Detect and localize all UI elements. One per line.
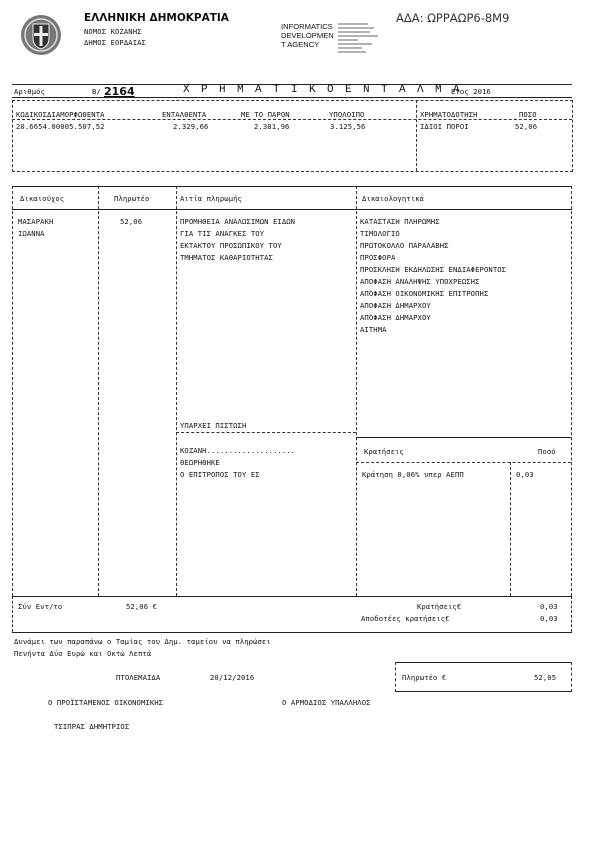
agency-logo-text bbox=[281, 22, 334, 49]
number-label: Αριθμός bbox=[14, 87, 45, 96]
beneficiary-firstname: ΙΩΑΝΝΑ bbox=[18, 229, 45, 238]
payment-header-amount: Πληρωτέο bbox=[114, 194, 150, 203]
logo-line-2: DEVELOPMEN bbox=[281, 31, 334, 40]
deductions-amount-header: Ποσό bbox=[538, 447, 556, 456]
logo-line-1: INFORMATICS bbox=[281, 22, 333, 31]
payable-label: Πληρωτέο € bbox=[402, 673, 447, 682]
budget-header-sep bbox=[12, 119, 572, 120]
signatory-name: ΤΣΙΠΡΑΣ ΔΗΜΗΤΡΙΟΣ bbox=[54, 722, 130, 731]
issue-place: ΠΤΟΛΕΜΑΙΔΑ bbox=[116, 673, 161, 682]
deductions-header-sep bbox=[356, 462, 571, 463]
payment-header-beneficiary: Δικαιούχος bbox=[20, 194, 65, 203]
officer-label: Ο ΑΡΜΟΔΙΟΣ ΥΠΑΛΛΗΛΟΣ bbox=[282, 698, 371, 707]
budget-header-code: ΚΩΔΙΚΟΣΔΙΑΜΟΡΦΩΘΕΝΤΑ bbox=[16, 110, 105, 119]
payment-table-top bbox=[12, 186, 572, 187]
payment-col-sep-3 bbox=[356, 186, 357, 596]
payment-order-text: Δυνάμει των παραπάνω ο Ταμίας του Δημ. ταμείου να πληρώσει bbox=[14, 637, 271, 646]
document-item-1: ΚΑΤΑΣΤΑΣΗ ΠΛΗΡΩΜΗΣ bbox=[360, 217, 440, 226]
credit-available-note: ΥΠΑΡΧΕΙ ΠΙΣΤΩΣΗ bbox=[180, 421, 247, 430]
budget-header-current: ΜΕ ΤΟ ΠΑΡΟΝ bbox=[241, 110, 290, 119]
issue-date: 20/12/2016 bbox=[210, 673, 255, 682]
prefecture-name: ΝΟΜΟΣ ΚΟΖΑΝΗΣ bbox=[84, 27, 142, 36]
reason-line-2: ΓΙΑ ΤΙΣ ΑΝΑΓΚΕΣ ΤΟΥ bbox=[180, 229, 265, 238]
sum-label: Σύν Εντ/το bbox=[18, 602, 63, 611]
kozani-place: ΚΟΖΑΝΗ.................... bbox=[180, 446, 296, 455]
budget-value-amount: 52,06 bbox=[515, 122, 538, 131]
document-item-2: ΤΙΜΟΛΟΓΙΟ bbox=[360, 229, 400, 238]
returned-deductions-label: Αποδοτέες κρατήσεις€ bbox=[361, 614, 450, 623]
reason-line-3: ΕΚΤΑΚΤΟΥ ΠΡΟΣΩΠΙΚΟΥ ΤΟΥ bbox=[180, 241, 282, 250]
budget-value-balance: 3.125,56 bbox=[330, 122, 366, 131]
deductions-header: Κρατήσεις bbox=[364, 447, 404, 456]
agency-logo-fineprint bbox=[338, 22, 380, 56]
budget-divider bbox=[416, 100, 417, 171]
fiscal-year: Ετος 2016 bbox=[451, 87, 491, 96]
payable-box-bottom bbox=[395, 691, 571, 692]
document-item-4: ΠΡΟΣΦΟΡΑ bbox=[360, 253, 396, 262]
budget-header-ordered: ΕΝΤΑΛΘΕΝΤΑ bbox=[162, 110, 207, 119]
payment-col-sep-1 bbox=[98, 186, 99, 596]
deductions-top bbox=[356, 437, 571, 438]
budget-header-balance: ΥΠΟΛΟΙΠΟ bbox=[329, 110, 365, 119]
returned-deductions-value: 0,03 bbox=[540, 614, 558, 623]
republic-title: ΕΛΛΗΝΙΚΗ ΔΗΜΟΚΡΑΤΙΑ bbox=[84, 12, 229, 24]
number-series: Β/ bbox=[92, 87, 101, 96]
totals-top bbox=[12, 596, 572, 597]
sum-value: 52,06 € bbox=[126, 602, 157, 611]
reason-line-4: ΤΜΗΜΑΤΟΣ ΚΑΘΑΡΙΟΤΗΤΑΣ bbox=[180, 253, 273, 262]
payment-border-left bbox=[12, 186, 13, 596]
deductions-total-value: 0,03 bbox=[540, 602, 558, 611]
deduction-amount: 0,03 bbox=[516, 470, 534, 479]
document-item-8: ΑΠΟΦΑΣΗ ΔΗΜΑΡΧΟΥ bbox=[360, 301, 431, 310]
payable-box-left bbox=[395, 662, 396, 692]
logo-line-3: T AGENCY bbox=[281, 40, 320, 49]
document-title: Χ Ρ Η Μ Α Τ Ι Κ Ο Ε Ν Τ Α Λ Μ Α bbox=[183, 84, 463, 96]
totals-border-left bbox=[12, 596, 13, 632]
payable-value: 52,05 bbox=[534, 673, 557, 682]
budget-header-amount: ΠΟΣΟ bbox=[519, 110, 537, 119]
amount-in-words: Πενήντα Δύο Ευρώ και Οκτώ Λεπτά bbox=[14, 649, 152, 658]
payment-header-sep bbox=[12, 209, 572, 210]
document-item-3: ΠΡΩΤΟΚΟΛΛΟ ΠΑΡΑΛΑΒΗΣ bbox=[360, 241, 449, 250]
budget-header-funding: ΧΡΗΜΑΤΟΔΟΤΗΣΗ bbox=[420, 110, 478, 119]
document-item-6: ΑΠΟΦΑΣΗ ΑΝΑΛΗΨΗΣ ΥΠΟΧΡΕΩΣΗΣ bbox=[360, 277, 480, 286]
payment-col-sep-2 bbox=[176, 186, 177, 596]
municipality-name: ΔΗΜΟΣ ΕΟΡΔΑΙΑΣ bbox=[84, 38, 146, 47]
budget-value-code: 20.6654.00005.507,52 bbox=[16, 122, 105, 131]
commissioner-label: Ο ΕΠΙΤΡΟΠΟΣ ΤΟΥ ΕΣ bbox=[180, 470, 260, 479]
deductions-col-sep bbox=[510, 462, 511, 596]
document-item-5: ΠΡΟΣΚΛΗΣΗ ΕΚΔΗΛΩΣΗΣ ΕΝΔΙΑΦΕΡΟΝΤΟΣ bbox=[360, 265, 507, 274]
deductions-total-label: Κρατήσεις€ bbox=[417, 602, 462, 611]
reason-line-1: ΠΡΟΜΗΘΕΙΑ ΑΝΑΛΩΣΙΜΩΝ ΕΙΔΩΝ bbox=[180, 217, 296, 226]
totals-bottom bbox=[12, 632, 572, 633]
ada-code: ΑΔΑ: ΩΡΡΑΩΡ6-8Μ9 bbox=[396, 11, 510, 25]
budget-value-current: 2.381,96 bbox=[254, 122, 290, 131]
payable-box-top bbox=[395, 662, 571, 663]
divider-title bbox=[12, 97, 572, 98]
document-item-9: ΑΠΟΦΑΣΗ ΔΗΜΑΡΧΟΥ bbox=[360, 313, 431, 322]
payment-border-right bbox=[571, 186, 572, 596]
payable-box-right bbox=[571, 662, 572, 692]
deduction-label: Κράτηση 0,06% υπερ ΑΕΠΠ bbox=[362, 470, 464, 479]
coat-of-arms-logo bbox=[20, 12, 62, 58]
payment-amount: 52,06 bbox=[120, 217, 143, 226]
document-item-10: ΑΙΤΗΜΑ bbox=[360, 325, 387, 334]
document-item-7: ΑΠΟΦΑΣΗ ΟΙΚΟΝΟΜΙΚΗΣ ΕΠΙΤΡΟΠΗΣ bbox=[360, 289, 489, 298]
totals-border-right bbox=[571, 596, 572, 632]
budget-value-funding: ΙΔΙΟΙ ΠΟΡΟΙ bbox=[420, 122, 469, 131]
verified-stamp: ΘΕΩΡΗΘΗΚΕ bbox=[180, 458, 220, 467]
document-number: 2164 bbox=[104, 85, 135, 98]
credit-sep bbox=[176, 432, 356, 433]
payment-header-documents: Δικαιολογητικά bbox=[362, 194, 424, 203]
finance-head-label: Ο ΠΡΟΪΣΤΑΜΕΝΟΣ ΟΙΚΟΝΟΜΙΚΗΣ bbox=[48, 698, 164, 707]
payment-header-reason: Αιτία πληρωμής bbox=[180, 194, 242, 203]
budget-value-ordered: 2.329,66 bbox=[173, 122, 209, 131]
beneficiary-surname: ΜΑΣΑΡΑΚΗ bbox=[18, 217, 54, 226]
